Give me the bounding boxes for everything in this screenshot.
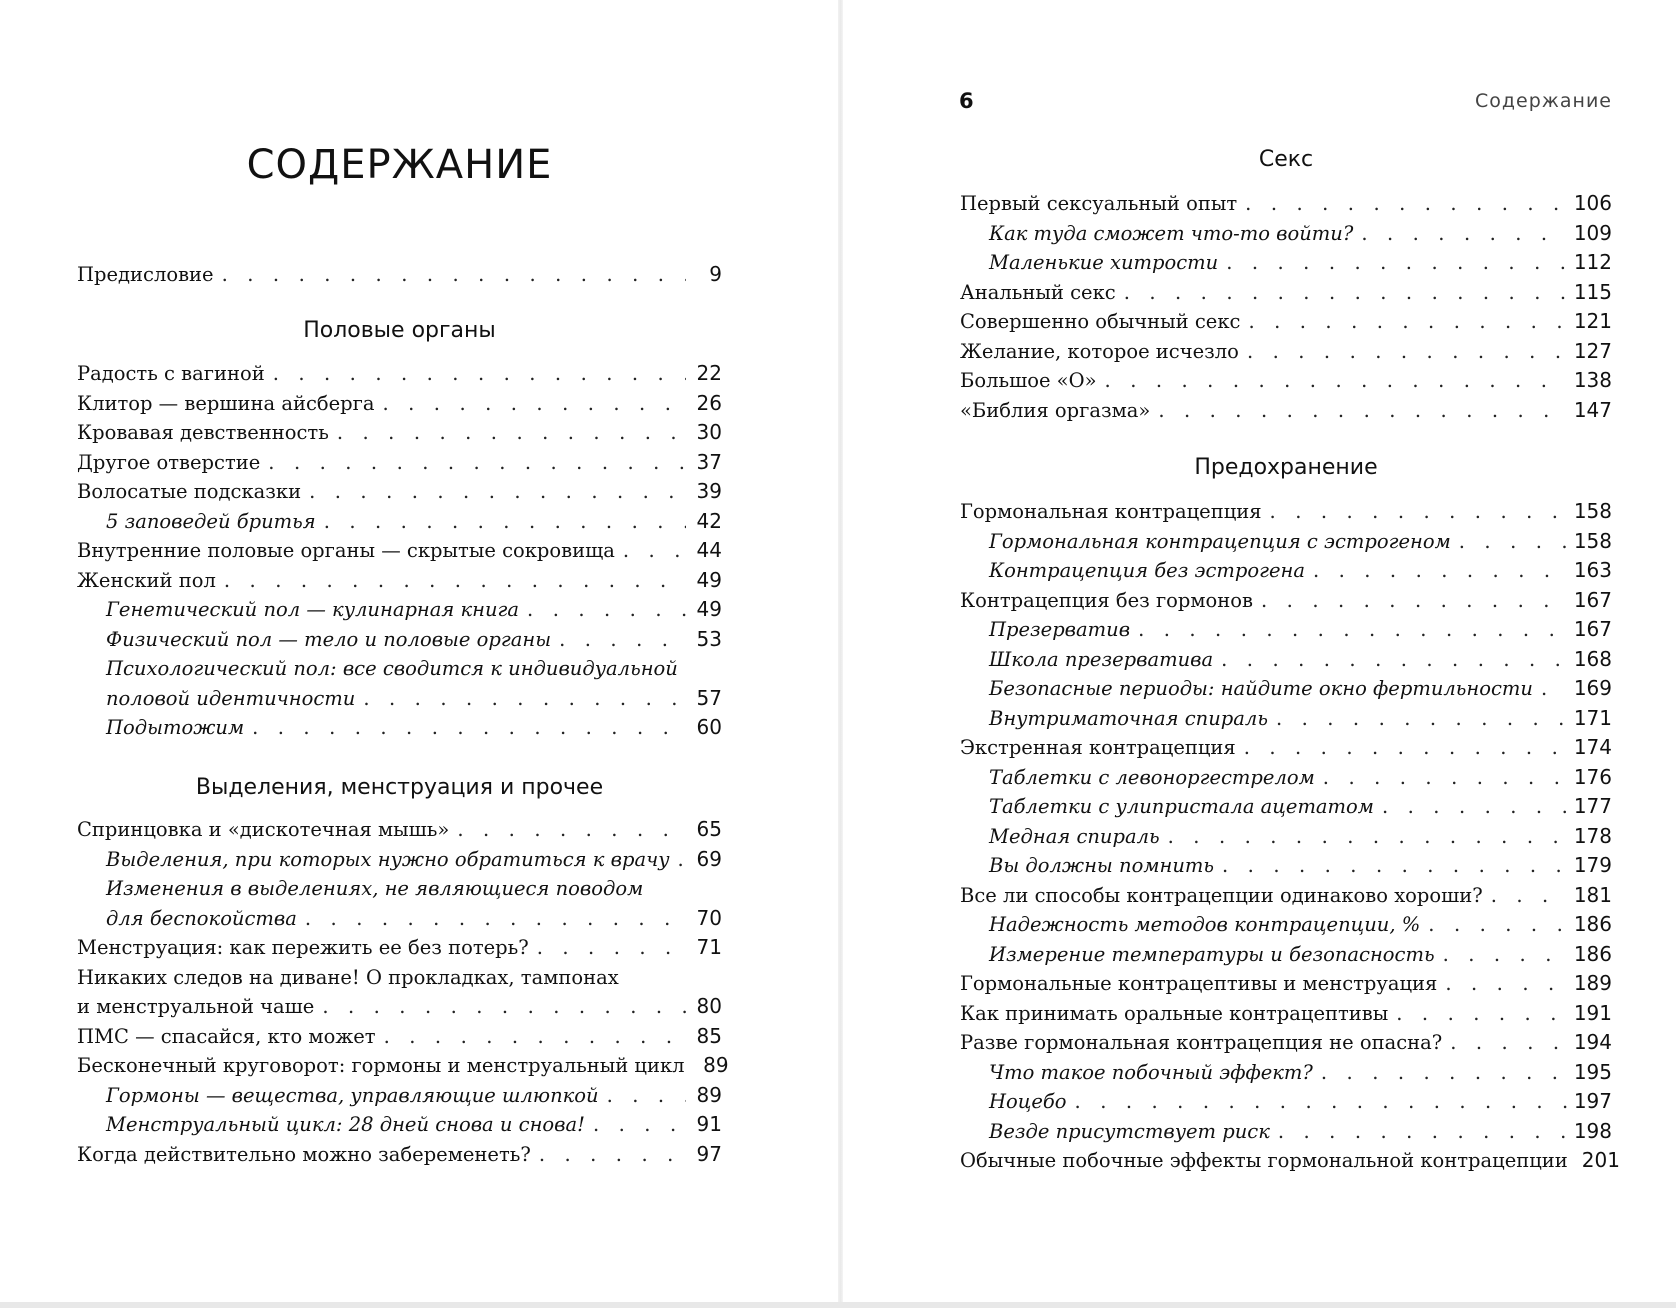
toc-entry[interactable]: [77, 963, 722, 993]
toc-entry[interactable]: [960, 851, 1612, 881]
toc-entry-page: 191: [1573, 1000, 1612, 1025]
toc-entry-title: Внутренние половые органы — скрытые сокровища: [77, 539, 615, 562]
toc-entry-page: 22: [696, 361, 722, 385]
toc-entry-title: Генетический пол — кулинарная книга: [106, 598, 520, 621]
dot-leader: [607, 1081, 686, 1111]
toc-entry-title: Психологический пол: все сводится к индивидуальной: [106, 657, 678, 680]
toc-entry-title: Когда действительно можно забеременеть?: [77, 1142, 531, 1166]
toc-entry-page: 189: [1573, 971, 1612, 995]
dot-leader: [1361, 219, 1568, 249]
toc-entry-page: 85: [696, 1023, 722, 1048]
toc-entry[interactable]: [960, 733, 1612, 763]
toc-entry-page: 198: [1573, 1118, 1612, 1143]
toc-entry-page: 70: [696, 905, 722, 930]
toc-entry[interactable]: [960, 337, 1612, 367]
toc-entry[interactable]: [77, 684, 722, 714]
toc-entry[interactable]: [960, 396, 1612, 426]
dot-leader: [1105, 366, 1568, 396]
toc-entry-title: Как принимать оральные контрацептивы: [960, 1001, 1389, 1025]
dot-leader: [1221, 645, 1568, 675]
toc-list: [77, 359, 722, 743]
toc-entry-title: Гормональные контрацептивы и менструация: [960, 972, 1438, 995]
toc-entry[interactable]: [960, 278, 1612, 308]
toc-entry-title: Надежность методов контрацепции, %: [989, 913, 1421, 936]
toc-entry-page: 97: [696, 1141, 722, 1166]
toc-entry[interactable]: [960, 1117, 1612, 1147]
toc-entry-title: Подытожим: [106, 716, 245, 739]
dot-leader: [1261, 586, 1568, 616]
toc-entry[interactable]: [77, 1022, 722, 1052]
toc-entry-title: Внутриматочная спираль: [989, 706, 1268, 730]
dot-leader: [324, 507, 686, 537]
toc-entry-title: половой идентичности: [106, 686, 356, 710]
toc-entry-title: для беспокойства: [106, 906, 297, 930]
toc-entry[interactable]: [77, 595, 722, 625]
toc-entry[interactable]: [77, 625, 722, 655]
toc-entry[interactable]: [960, 615, 1612, 645]
toc-entry-page: 168: [1573, 646, 1612, 671]
toc-entry-title: Радость с вагиной: [77, 362, 265, 385]
toc-entry[interactable]: [77, 1081, 722, 1111]
dot-leader: [1222, 851, 1568, 881]
dot-leader: [678, 845, 686, 875]
toc-entry-title: 5 заповедей бритья: [106, 509, 316, 533]
toc-entry[interactable]: [77, 904, 722, 934]
dot-leader: [1450, 1028, 1568, 1058]
toc-entry-page: 201: [1581, 1148, 1620, 1172]
toc-entry-page: 176: [1573, 764, 1612, 789]
toc-entry-page: 158: [1573, 528, 1612, 553]
dot-leader: [1396, 999, 1568, 1029]
toc-entry[interactable]: [77, 536, 722, 566]
toc-list: [77, 815, 729, 1169]
toc-entry-title: и менструальной чаше: [77, 995, 315, 1018]
toc-entry-page: 171: [1573, 705, 1612, 730]
dot-leader: [1313, 556, 1568, 586]
dot-leader: [268, 448, 686, 478]
toc-entry-title: Разве гормональная контрацепция не опасна?: [960, 1031, 1443, 1054]
toc-entry-page: 44: [696, 538, 722, 562]
toc-entry-title: Безопасные периоды: найдите окно фертильности: [989, 677, 1533, 700]
toc-entry-title: ПМС — спасайся, кто может: [77, 1024, 376, 1048]
section-heading: Предохранение: [1194, 455, 1378, 480]
toc-entry-title: Обычные побочные эффекты гормональной контрацепции: [960, 1149, 1568, 1172]
dot-leader: [1276, 704, 1568, 734]
toc-entry[interactable]: [77, 992, 722, 1022]
toc-entry[interactable]: [960, 792, 1612, 822]
toc-entry-page: 37: [696, 449, 722, 474]
toc-entry-page: 42: [696, 508, 722, 533]
dot-leader: [559, 625, 686, 655]
dot-leader: [1321, 1058, 1568, 1088]
toc-entry-page: 186: [1573, 912, 1612, 936]
toc-entry[interactable]: [960, 1087, 1612, 1117]
toc-entry-title: Менструальный цикл: 28 дней снова и снова!: [106, 1113, 585, 1136]
toc-entry-page: 178: [1573, 823, 1612, 848]
dot-leader: [384, 1022, 686, 1052]
dot-leader: [1158, 396, 1568, 426]
dot-leader: [1248, 307, 1567, 337]
dot-leader: [1075, 1087, 1568, 1117]
dot-leader: [527, 595, 686, 625]
toc-entry-title: Презерватив: [989, 618, 1131, 641]
toc-entry-title: Таблетки с улипристала ацетатом: [989, 795, 1374, 818]
toc-entry-page: 57: [696, 685, 722, 710]
dot-leader: [1270, 497, 1568, 527]
toc-entry[interactable]: [960, 527, 1612, 557]
right-page: [843, 0, 1676, 1308]
toc-entry-page: 181: [1573, 882, 1612, 907]
toc-entry-title: Экстренная контрацепция: [960, 736, 1236, 759]
dot-leader: [305, 904, 686, 934]
dot-leader: [273, 359, 686, 389]
dot-leader: [252, 713, 686, 743]
toc-entry-title: «Библия оргазма»: [960, 398, 1151, 422]
toc-entry-page: 138: [1573, 368, 1612, 392]
dot-leader: [457, 815, 686, 845]
toc-entry-title: Везде присутствует риск: [989, 1119, 1270, 1143]
dot-leader: [1278, 1117, 1568, 1147]
toc-entry[interactable]: [77, 418, 722, 448]
toc-entry-page: 53: [696, 626, 722, 651]
toc-entry-page: 71: [696, 935, 722, 959]
dot-leader: [623, 536, 686, 566]
page-title: СОДЕРЖАНИЕ: [246, 142, 553, 188]
dot-leader: [593, 1110, 686, 1140]
toc-entry-title: Гормональная контрацепция: [960, 500, 1262, 523]
toc-entry-page: 49: [696, 597, 722, 621]
toc-entry-page: 127: [1573, 338, 1612, 363]
toc-entry[interactable]: [960, 307, 1612, 337]
toc-entry[interactable]: [960, 248, 1612, 278]
toc-entry[interactable]: [77, 566, 722, 596]
toc-entry-title: Контрацепция без гормонов: [960, 588, 1254, 612]
dot-leader: [1124, 278, 1568, 308]
dot-leader: [1541, 674, 1568, 704]
toc-entry-page: 26: [696, 390, 722, 415]
toc-entry-page: 89: [696, 1082, 722, 1107]
dot-leader: [309, 477, 686, 507]
toc-entry-page: 60: [696, 715, 722, 739]
toc-entry-title: Другое отверстие: [77, 450, 261, 474]
toc-entry[interactable]: [960, 1146, 1620, 1176]
dot-leader: [539, 1140, 686, 1170]
toc-entry[interactable]: [960, 645, 1612, 675]
toc-entry-page: 177: [1573, 794, 1612, 818]
toc-entry-page: 115: [1573, 279, 1612, 304]
toc-entry[interactable]: [960, 999, 1612, 1029]
toc-entry-title: Бесконечный круговорот: гормоны и менструальный цикл: [77, 1054, 685, 1077]
dot-leader: [1443, 940, 1568, 970]
toc-entry-page: 89: [703, 1053, 729, 1077]
toc-entry-page: 163: [1573, 558, 1612, 582]
toc-entry-page: 80: [696, 994, 722, 1018]
toc-entry[interactable]: [77, 359, 722, 389]
toc-entry[interactable]: [77, 874, 722, 904]
dot-leader: [382, 389, 686, 419]
toc-entry[interactable]: [960, 556, 1612, 586]
toc-entry-title: Физический пол — тело и половые органы: [106, 627, 552, 651]
toc-entry-title: Гормональная контрацепция с эстрогеном: [989, 529, 1451, 553]
toc-entry-page: 109: [1573, 220, 1612, 245]
toc-entry-page: 179: [1573, 853, 1612, 877]
toc-entry[interactable]: [960, 366, 1612, 396]
toc-entry[interactable]: [77, 845, 722, 875]
toc-entry-title: Первый сексуальный опыт: [960, 192, 1238, 215]
toc-entry-page: 49: [696, 567, 722, 592]
toc-entry-title: Все ли способы контрацепции одинаково хороши?: [960, 883, 1483, 907]
toc-entry-page: 106: [1573, 191, 1612, 215]
toc-entry[interactable]: [960, 763, 1612, 793]
toc-entry[interactable]: [960, 1028, 1612, 1058]
dot-leader: [1428, 910, 1568, 940]
toc-entry-title: Совершенно обычный секс: [960, 310, 1241, 333]
dot-leader: [222, 260, 686, 290]
page-number: 6: [959, 89, 974, 113]
toc-entry[interactable]: [77, 389, 722, 419]
dot-leader: [322, 992, 686, 1022]
toc-list: [960, 189, 1612, 425]
toc-entry[interactable]: [960, 1058, 1612, 1088]
dot-leader: [1459, 527, 1568, 557]
toc-entry-page: 147: [1573, 397, 1612, 422]
toc-entry-page: 65: [696, 817, 722, 841]
toc-entry-page: 69: [696, 846, 722, 871]
toc-entry-page: 194: [1573, 1030, 1612, 1054]
toc-entry-title: Менструация: как пережить ее без потерь?: [77, 936, 529, 959]
toc-entry-title: Кровавая девственность: [77, 421, 329, 444]
toc-entry[interactable]: [77, 1110, 722, 1140]
toc-entry-title: Изменения в выделениях, не являющиеся поводом: [106, 877, 644, 900]
toc-entry[interactable]: [960, 881, 1612, 911]
toc-entry-title: Выделения, при которых нужно обратиться к врачу: [106, 847, 670, 871]
toc-entry[interactable]: [960, 704, 1612, 734]
dot-leader: [1491, 881, 1568, 911]
toc-entry[interactable]: [77, 260, 722, 290]
toc-entry-title: Спринцовка и «дискотечная мышь»: [77, 818, 450, 841]
toc-entry[interactable]: [77, 713, 722, 743]
toc-entry-title: Вы должны помнить: [989, 854, 1214, 877]
toc-entry-page: 195: [1573, 1059, 1612, 1084]
page-edge: [0, 1302, 1676, 1308]
toc-entry[interactable]: [77, 507, 722, 537]
toc-entry-title: Что такое побочный эффект?: [989, 1060, 1313, 1084]
toc-entry-page: 174: [1573, 735, 1612, 759]
toc-entry-title: Желание, которое исчезло: [960, 339, 1239, 363]
dot-leader: [537, 933, 686, 963]
toc-entry-title: Волосатые подсказки: [77, 480, 302, 503]
dot-leader: [1138, 615, 1568, 645]
toc-entry-page: 121: [1573, 309, 1612, 333]
toc-entry[interactable]: [960, 586, 1612, 616]
toc-preface: [77, 260, 722, 290]
toc-entry-title: Контрацепция без эстрогена: [989, 559, 1305, 582]
toc-entry[interactable]: [77, 477, 722, 507]
toc-entry[interactable]: [960, 910, 1612, 940]
toc-entry-title: Как туда сможет что-то войти?: [989, 221, 1354, 245]
toc-entry-title: Медная спираль: [989, 824, 1160, 848]
dot-leader: [363, 684, 686, 714]
toc-entry-title: Предисловие: [77, 263, 214, 286]
toc-entry-title: Никаких следов на диване! О прокладках, тампонах: [77, 965, 619, 989]
toc-entry-page: 9: [709, 262, 722, 286]
toc-entry[interactable]: [77, 1051, 729, 1081]
toc-entry-title: Измерение температуры и безопасность: [989, 942, 1435, 966]
toc-entry-title: Ноцебо: [989, 1090, 1067, 1113]
dot-leader: [1245, 189, 1568, 219]
toc-list: [960, 497, 1620, 1176]
toc-entry-page: 167: [1573, 617, 1612, 641]
toc-entry[interactable]: [960, 219, 1612, 249]
toc-entry-page: 30: [696, 420, 722, 444]
toc-entry[interactable]: [77, 815, 722, 845]
dot-leader: [337, 418, 686, 448]
toc-entry-page: 158: [1573, 499, 1612, 523]
toc-entry-title: Гормоны — вещества, управляющие шлюпкой: [106, 1083, 599, 1107]
dot-leader: [1226, 248, 1568, 278]
toc-entry-page: 112: [1573, 250, 1612, 274]
dot-leader: [1244, 733, 1568, 763]
toc-entry-title: Женский пол: [77, 568, 216, 592]
toc-entry-page: 167: [1573, 587, 1612, 612]
toc-entry[interactable]: [77, 448, 722, 478]
dot-leader: [1382, 792, 1568, 822]
dot-leader: [1323, 763, 1568, 793]
toc-entry[interactable]: [960, 822, 1612, 852]
toc-entry[interactable]: [960, 497, 1612, 527]
toc-entry[interactable]: [77, 933, 722, 963]
toc-entry-page: 91: [696, 1112, 722, 1136]
toc-entry-page: 39: [696, 479, 722, 503]
dot-leader: [1168, 822, 1568, 852]
toc-entry[interactable]: [960, 674, 1612, 704]
toc-entry[interactable]: [960, 940, 1612, 970]
section-heading: Секс: [1258, 147, 1314, 172]
toc-entry-page: 169: [1573, 676, 1612, 700]
running-header: Содержание: [1475, 90, 1612, 112]
toc-entry-title: Клитор — вершина айсберга: [77, 391, 375, 415]
toc-entry-title: Большое «О»: [960, 369, 1097, 392]
dot-leader: [1247, 337, 1568, 367]
toc-entry-title: Маленькие хитрости: [989, 251, 1219, 274]
toc-entry-page: 186: [1573, 941, 1612, 966]
toc-entry-page: 197: [1573, 1089, 1612, 1113]
section-heading: Половые органы: [303, 318, 496, 343]
toc-entry[interactable]: [77, 1140, 722, 1170]
toc-entry[interactable]: [960, 189, 1612, 219]
dot-leader: [224, 566, 686, 596]
toc-entry-title: Таблетки с левоноргестрелом: [989, 765, 1315, 789]
toc-entry-title: Анальный секс: [960, 280, 1116, 304]
toc-entry[interactable]: [960, 969, 1612, 999]
toc-entry-title: Школа презерватива: [989, 647, 1214, 671]
toc-entry[interactable]: [77, 654, 722, 684]
dot-leader: [1445, 969, 1567, 999]
section-heading: Выделения, менструация и прочее: [195, 775, 604, 800]
